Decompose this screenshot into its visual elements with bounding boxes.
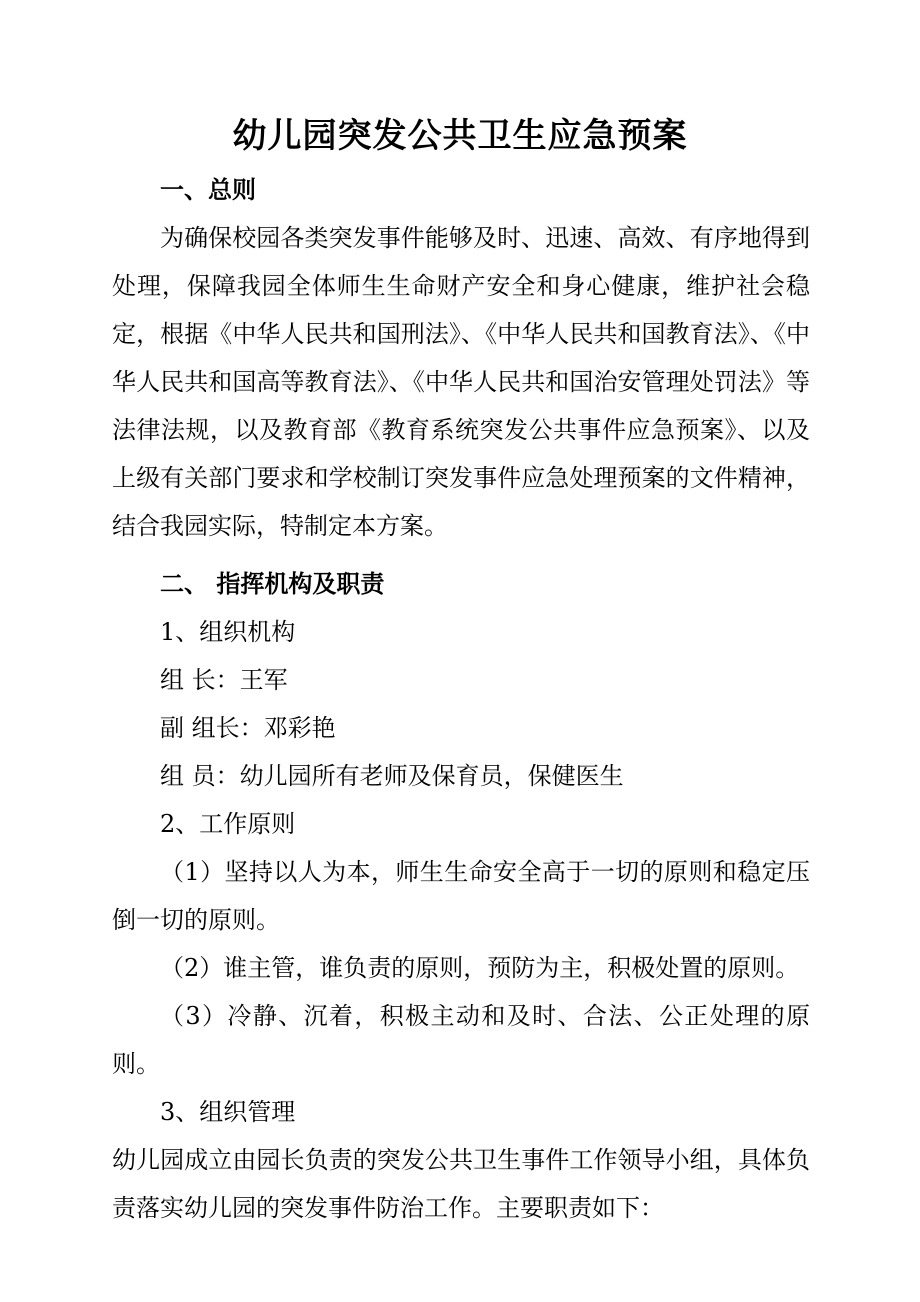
- organization-deputy: 副 组长：邓彩艳: [160, 714, 336, 742]
- document-body: [112, 166, 810, 1232]
- principle-item: （3）冷静、沉着，积极主动和及时、合法、公正处理的原则。: [112, 1002, 810, 1078]
- general-paragraph: 为确保校园各类突发事件能够及时、迅速、高效、有序地得到处理，保障我园全体师生生命财产安全和身心健康，维护社会稳定，根据《中华人民共和国刑法》、《中华人民共和国教育法》、《中华人民共和国高等教育法》、《中华人民共和国治安管理处罚法》等法律法规，以及教育部《教育系统突发公共事件应急预案》、以及上级有关部门要求和学校制订突发事件应急处理预案的文件精神，结合我园实际，特制定本方案。: [112, 224, 810, 540]
- management-paragraph: 幼儿园成立由园长负责的突发公共卫生事件工作领导小组，具体负责落实幼儿园的突发事件防治工作。主要职责如下：: [112, 1146, 810, 1222]
- principle-item: （1）坚持以人为本，师生生命安全高于一切的原则和稳定压倒一切的原则。: [112, 858, 810, 934]
- document-title: 幼儿园突发公共卫生应急预案: [232, 116, 688, 156]
- principle-item: （2）谁主管，谁负责的原则，预防为主，积极处置的原则。: [160, 954, 800, 982]
- section-heading-command: 二、 指挥机构及职责: [160, 569, 385, 598]
- principles-heading: 2、工作原则: [160, 810, 296, 838]
- organization-heading: 1、组织机构: [160, 618, 296, 646]
- organization-members: 组 员：幼儿园所有老师及保育员，保健医生: [160, 762, 624, 790]
- management-heading: 3、组织管理: [160, 1098, 296, 1126]
- organization-leader: 组 长：王军: [160, 666, 288, 694]
- section-heading-general: 一、总则: [160, 175, 256, 204]
